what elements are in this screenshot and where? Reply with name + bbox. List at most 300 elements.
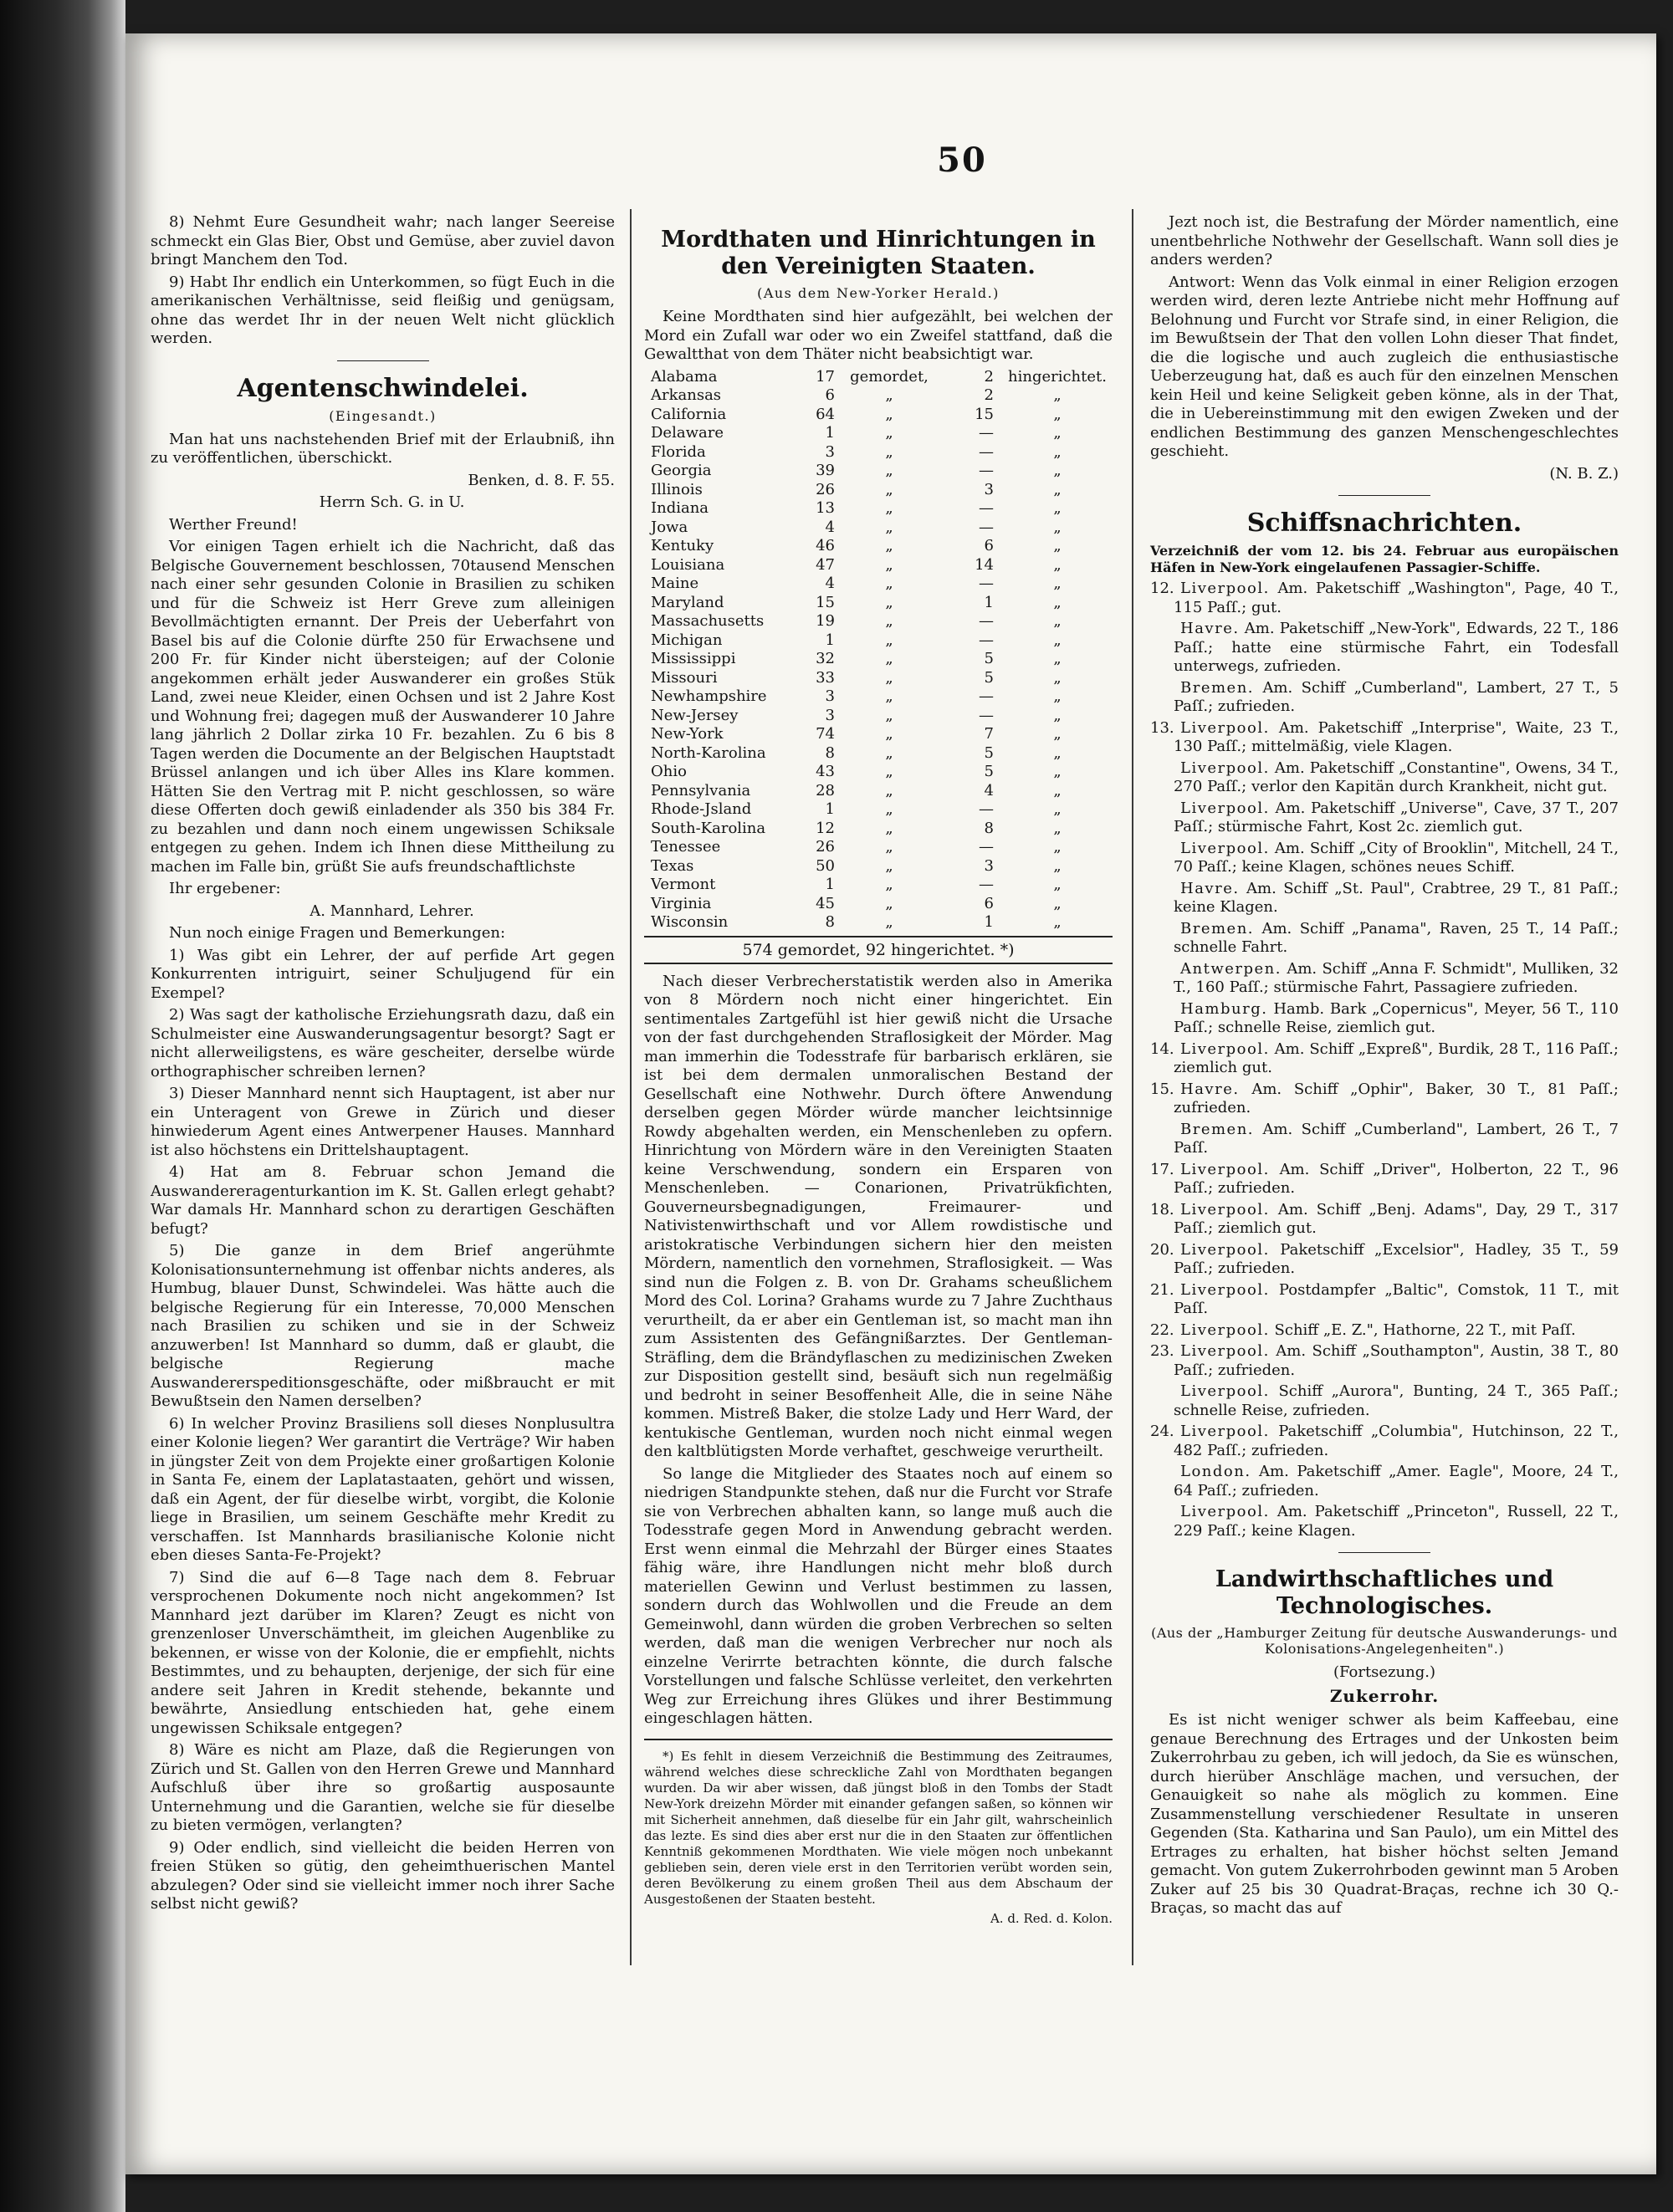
execution-label: „ xyxy=(1053,725,1062,743)
execution-count: 4 xyxy=(984,781,994,799)
ship-day: 17. xyxy=(1150,1160,1174,1178)
state-name: Louisiana xyxy=(651,555,725,574)
state-name: Mississippi xyxy=(651,650,736,667)
table-row xyxy=(644,763,1113,782)
letter-closing: Ihr ergebener: xyxy=(169,880,281,897)
murder-label: „ xyxy=(885,575,893,592)
execution-label: „ xyxy=(1053,593,1062,611)
state-name: California xyxy=(651,405,727,423)
murder-count: 3 xyxy=(825,442,835,461)
state-name: Illinois xyxy=(651,480,703,498)
state-name: Vermont xyxy=(651,876,716,893)
murder-count: 6 xyxy=(825,386,835,404)
execution-label: „ xyxy=(1053,894,1062,912)
table-row xyxy=(644,443,1113,462)
murder-label: „ xyxy=(885,612,893,630)
question-item: 6) In welcher Provinz Brasiliens soll dieses Nonplusultra einer Kolonie liegen? Wer garantirt die Verträge? Wir haben in jüngster Zeit von dem Projekte einer großartigen Kolonie in Santa Fe, einem der Laplatastaaten, gehört und wissen, daß ein Agent, der für dieselbe wirbt, vorgibt, die Kolonie liege in Brasilien, um seinem Geschäfte mehr Kredit zu verschaffen. Ist Mannhards brasilianische Kolonie nicht eben dieses Santa-Fe-Projekt? xyxy=(151,1414,615,1564)
ship-day: 18. xyxy=(1150,1200,1174,1218)
list-item xyxy=(1150,1080,1619,1118)
state-name: Tenessee xyxy=(651,838,721,856)
section-separator xyxy=(1338,1552,1430,1553)
execution-count: 5 xyxy=(984,763,994,780)
murder-label: „ xyxy=(885,424,893,442)
state-name: Missouri xyxy=(651,668,718,687)
letter-body: Vor einigen Tagen erhielt ich die Nachricht, daß das Belgische Gouvernement beschlossen, 70tausend Menschen nach einer sehr gesunden Colonie in Brasilien zu schiken und für die Schweiz ist Herr Greve zum alleinigen Bevollmächtigten ernannt. Der Preis der Ueberfahrt von Basel bis auf die Colonie dürfte 250 für Erwachsene und 200 Fr. für Kinder nicht übersteigen; auf der Colonie angekommen erhält jeder Auswanderer ein großes Stük Land, zwei neue Kleider, einen Ochsen und ist 2 Jahre Kost und Wohnung frei; dagegen muß der Auswanderer 10 Jahre lang jährlich 2 Dollar zirka 10 Fr. bezahlen. Zu 6 bis 8 Tagen werden die Documente an der Belgischen Hauptstadt Brüssel anlangen und ich über Alles ins Klare kommen. Hätten Sie den Vertrag mit P. nicht geschlossen, so wäre diese Offerten doch gewiß einladender als 350 bis 384 Fr. zu bezahlen und dann noch einem ungewissen Schiksale entgegen zu gehen. Indem ich Ihnen diese Mittheilung zu machen im Falle bin, grüßt Sie aufs freundschaftlichste xyxy=(151,538,615,876)
ship-day: 24. xyxy=(1150,1423,1174,1440)
murder-count: 4 xyxy=(825,518,835,536)
state-name: New-York xyxy=(651,725,724,743)
ships-subtitle: Verzeichniß der vom 12. bis 24. Februar aus europäischen Häfen in New-York eingelaufenen Passagier-Schiffe. xyxy=(1150,543,1619,575)
execution-count: — xyxy=(979,462,994,479)
ship-details: Am. Paketschiff „Constantine", Owens, 34 T., 270 Paſſ.; verlor den Kapitän durch Krankheit, nicht gut. xyxy=(1174,759,1619,795)
execution-count: 2 xyxy=(984,367,994,386)
ship-port: Hamburg. xyxy=(1180,999,1268,1018)
question-item: 5) Die ganze in dem Brief angerühmte Kolonisationsunternehmung ist offenbar nichts anderes, als Humbug, blauer Dunst, Schwindelei. Was hätte auch die belgische Regierung für ein Interesse, 70,000 Menschen nach Brasilien zu schiken und sie in der Schweiz anzuwerben! Ist Mannhard so dumm, daß er glaubt, die belgische Regierung mache Auswandererspeditionsgeschäfte, oder mißbraucht er mit Bewußtsein den Namen derselben? xyxy=(151,1242,615,1410)
agri-source: (Aus der „Hamburger Zeitung für deutsche Auswanderungs- und Kolonisations-Angelegenheiten".) xyxy=(1151,1625,1618,1657)
murder-label: „ xyxy=(885,763,893,780)
table-row xyxy=(644,462,1113,481)
article-title-agents: Agentenschwindelei. xyxy=(237,373,529,403)
execution-label: „ xyxy=(1053,575,1062,592)
list-item xyxy=(1150,620,1619,677)
ship-details: Am. Schiff „Anna F. Schmidt", Mulliken, 32 T., 160 Paſſ.; stürmische Fahrt, Passagiere zufrieden. xyxy=(1174,959,1619,996)
article-source: (Eingesandt.) xyxy=(329,407,437,424)
article-source: (Aus dem New-Yorker Herald.) xyxy=(757,285,1000,301)
murder-label: „ xyxy=(885,876,893,893)
state-name: Rhode-Jsland xyxy=(651,800,752,818)
murder-label: „ xyxy=(885,518,893,536)
ship-day: 22. xyxy=(1150,1321,1174,1339)
state-name: Maryland xyxy=(651,593,724,611)
murder-label: „ xyxy=(885,668,893,687)
state-name: North-Karolina xyxy=(651,743,766,762)
execution-label: „ xyxy=(1053,800,1062,818)
execution-count: 6 xyxy=(984,894,994,912)
ships-title: Schiffsnachrichten. xyxy=(1246,508,1522,538)
state-name: Jowa xyxy=(651,518,688,536)
list-item xyxy=(1150,580,1619,617)
murder-count: 1 xyxy=(825,800,835,818)
table-row xyxy=(644,594,1113,613)
column-rule-right xyxy=(1132,209,1133,1965)
murder-count: 39 xyxy=(816,462,835,479)
execution-count: — xyxy=(979,838,994,856)
letter-place-date: Benken, d. 8. F. 55. xyxy=(468,471,615,489)
table-row xyxy=(644,612,1113,631)
murder-label: „ xyxy=(885,480,893,498)
murder-count: 47 xyxy=(816,555,835,574)
state-name: Arkansas xyxy=(651,386,722,404)
ship-details: Am. Schiff „Cumberland", Lambert, 26 T., 7 Paſſ. xyxy=(1174,1120,1619,1157)
article-title-murders: Mordthaten und Hinrichtungen in den Vereinigten Staaten. xyxy=(661,227,1096,279)
ship-details: Am. Paketschiff „Washington", Page, 40 T., 115 Paſſ.; gut. xyxy=(1174,580,1619,616)
letter-signature: A. Mannhard, Lehrer. xyxy=(310,902,474,920)
list-item xyxy=(1150,1121,1619,1158)
murder-label: „ xyxy=(885,743,893,762)
execution-count: — xyxy=(979,687,994,705)
question-item: 7) Sind die auf 6—8 Tage nach dem 8. Februar versprochenen Dokumente noch nicht angekommen? Ist Mannhard jezt darüber im Klaren? Zeugt es nicht von grenzenloser Unverschämtheit, im gleichen Augenblike zu bekennen, er wisse von der Kolonie, die er empfiehlt, nichts Bestimmtes, und zu behaupten, derjenige, der sich für eine andere seit Jahren in Kredit stehende, bekannte und bewährte, Ansiedlung entschieden hat, gehe einem ungewissen Schiksale entgegen? xyxy=(151,1568,615,1737)
state-name: Newhampshire xyxy=(651,687,767,705)
execution-count: 14 xyxy=(975,555,994,574)
ship-port: Liverpool. xyxy=(1180,799,1270,817)
ship-port: Liverpool. xyxy=(1180,1240,1270,1259)
murder-label: „ xyxy=(885,555,893,574)
murder-count: 4 xyxy=(825,575,835,592)
article-intro: Man hat uns nachstehenden Brief mit der Erlaubniß, ihn zu veröffentlichen, überschickt. xyxy=(151,430,615,467)
ship-details: Am. Paketschiff „Interprise", Waite, 23 T., 130 Paſſ.; mittelmäßig, viele Klagen. xyxy=(1174,718,1619,755)
ship-details: Am. Schiff „Benj. Adams", Day, 29 T., 317 Paſſ.; ziemlich gut. xyxy=(1174,1200,1619,1237)
ship-details: Am. Schiff „Southampton", Austin, 38 T., 80 Paſſ.; zufrieden. xyxy=(1174,1342,1619,1379)
list-item xyxy=(1150,1463,1619,1500)
article-body: So lange die Mitglieder des Staates noch auf einem so niedrigen Standpunkte stehen, daß nur die Furcht vor Strafe sie von Verbrechen abhalten kann, so lange muß auch die Todesstrafe gegen Mord in Anwendung gebracht werden. Erst wenn einmal die Mehrzahl der Bürger eines Staates fähig wäre, ihre Handlungen nicht mehr bloß durch materiellen Gewinn und Verlust bestimmen zu lassen, sondern durch das Wohlwollen und die Freude an dem Gemeinwohl, dann würden die groben Verbrechen so selten werden, daß man die wenigen Verbrecher nur noch als einzelne Verirrte betrachten könnte, die durch falsche Vorstellungen und falsche Schlüsse verleitet, den verkehrten Weg zur Erreichung ihres Glükes und ihrer Bestimmung eingeschlagen hätten. xyxy=(644,1464,1113,1727)
ship-port: Liverpool. xyxy=(1180,718,1270,737)
state-name: Indiana xyxy=(651,499,709,517)
agri-subhead: Zukerrohr. xyxy=(1329,1686,1440,1706)
footnote xyxy=(644,1749,1113,1927)
table-row xyxy=(644,800,1113,820)
column-rule-left xyxy=(630,209,632,1965)
table-row xyxy=(644,744,1113,764)
table-row xyxy=(644,556,1113,575)
execution-label: hingerichtet. xyxy=(1008,367,1107,386)
questions-intro: Nun noch einige Fragen und Bemerkungen: xyxy=(169,924,506,942)
murder-label: „ xyxy=(885,687,893,705)
execution-label: „ xyxy=(1053,706,1062,724)
question-item: 2) Was sagt der katholische Erziehungsrath dazu, daß ein Schulmeister eine Auswanderungsagentur besorgt? Sagt er nicht allerweiligstens, es wäre gescheiter, derselbe würde orthographischer schreiben lernen? xyxy=(151,1006,615,1080)
state-name: Texas xyxy=(651,856,694,875)
state-name: Virginia xyxy=(651,894,712,912)
footnote-text: *) Es fehlt in diesem Verzeichniß die Bestimmung des Zeitraumes, während welches diese schreckliche Zahl von Mordthaten begangen wurden. Da wir aber wissen, daß jüngst bloß in den Tombs der Stadt New-York dreizehn Mörder mit einander gefangen saßen, so können wir mit Sicherheit annehmen, daß dieselbe für ein Jahr gilt, wahrscheinlich das lezte. Es sind dies aber erst nur die in den Staaten zur öffentlichen Kenntniß gekommenen Mordthaten. Wie viele mögen noch unbekannt geblieben sein, deren viele erst in den Territorien verübt worden sein, deren Bevölkerung zu einem großen Theil aus dem Abschaum der Ausgestoßenen der Staaten besteht. xyxy=(644,1748,1113,1907)
question-item: 1) Was gibt ein Lehrer, der auf perfide Art gegen Konkurrenten intriguirt, seiner Schuljugend für ein Exempel? xyxy=(151,946,615,1002)
murder-count: 1 xyxy=(825,424,835,442)
state-name: Pennsylvania xyxy=(651,781,751,799)
ship-details: Am. Schiff „Driver", Holberton, 22 T., 96 Paſſ.; zufrieden. xyxy=(1174,1160,1619,1197)
ship-details: Hamb. Bark „Copernicus", Meyer, 56 T., 110 Paſſ.; schnelle Reise, ziemlich gut. xyxy=(1174,999,1619,1036)
table-row xyxy=(644,631,1113,651)
ships-list xyxy=(1150,580,1619,1540)
question-item: 3) Dieser Mannhard nennt sich Hauptagent, ist aber nur ein Unteragent von Grewe in Zürich und dieser hinwiederum Agent eines Antwerpener Hauses. Mannhard ist also höchstens ein Drittelshauptagent. xyxy=(151,1085,615,1159)
table-row xyxy=(644,707,1113,726)
murder-label: „ xyxy=(885,894,893,912)
table-row xyxy=(644,669,1113,688)
table-row xyxy=(644,782,1113,801)
murder-label: „ xyxy=(885,593,893,611)
murder-count: 26 xyxy=(816,838,835,856)
execution-count: 2 xyxy=(984,386,994,404)
article-continuation: Antwort: Wenn das Volk einmal in einer Religion erzogen werden wird, deren lezte Antriebe nicht mehr Hoffnung auf Belohnung und Furcht vor Strafe sind, in einer Religion, die im Bewußtsein der That den vollen Lohn dieser That findet, die die logische und auch zugleich die enthusiastische Ueberzeugung hat, daß es auch für den einzelnen Menschen kein Heil und keine Seligkeit geben könne, als in der That, die in Uebereinstimmung mit den ewigen Zweken und der endlichen Bestimmung des ganzen Menschengeschlechtes geschieht. xyxy=(1150,273,1619,460)
ship-port: Liverpool. xyxy=(1180,1423,1270,1440)
state-name: Alabama xyxy=(651,367,718,386)
ship-details: Am. Schiff „City of Brooklin", Mitchell, 24 T., 70 Paſſ.; keine Klagen, schönes neues Schiff. xyxy=(1174,839,1619,876)
table-row xyxy=(644,368,1113,387)
execution-count: — xyxy=(979,518,994,536)
execution-label: „ xyxy=(1053,856,1062,875)
execution-count: — xyxy=(979,575,994,592)
ship-port: Liverpool. xyxy=(1180,580,1270,597)
murder-statistics-table xyxy=(644,368,1113,932)
ship-port: Bremen. xyxy=(1180,1120,1255,1138)
execution-label: „ xyxy=(1053,499,1062,517)
murder-label: „ xyxy=(885,499,893,517)
execution-label: „ xyxy=(1053,650,1062,667)
state-name: South-Karolina xyxy=(651,819,766,837)
murder-label: „ xyxy=(885,386,893,404)
table-row xyxy=(644,537,1113,556)
execution-count: — xyxy=(979,442,994,461)
ship-port: Liverpool. xyxy=(1180,759,1270,777)
table-row xyxy=(644,519,1113,538)
ship-details: Am. Paketschiff „Universe", Cave, 37 T., 207 Paſſ.; stürmische Fahrt, Kost 2c. ziemlich gut. xyxy=(1174,799,1619,835)
execution-count: 8 xyxy=(984,819,994,837)
book-spine xyxy=(0,0,125,2212)
article-continuation: Jezt noch ist, die Bestrafung der Mörder namentlich, eine unentbehrliche Nothwehr der Gesellschaft. Wann soll dies je anders werden? xyxy=(1150,213,1619,268)
murder-label: „ xyxy=(885,800,893,818)
ship-details: Am. Paketschiff „Princeton", Russell, 22 T., 229 Paſſ.; keine Klagen. xyxy=(1174,1503,1619,1540)
article-body: Nach dieser Verbrecherstatistik werden also in Amerika von 8 Mördern noch nicht einer hingerichtet. Ein sentimentales Zartgefühl ist hier gewiß nicht die Ursache von der fast durchgehenden Straflosigkeit der Mörder. Mag man immerhin die Todesstrafe für barbarisch erklären, sie ist bei dem dermalen unmoralischen Bestand der Gesellschaft eine Nothwehr. Durch öftere Anwendung derselben gegen Mörder würde mancher leichtsinnige Rowdy abgehalten werden, ein Menschenleben zu opfern. Hinrichtung von Mördern wäre in den Vereinigten Staaten keine Verschwendung, sondern ein Ersparen von Menschenleben. — Conarionen, Privatrükfichten, Gouverneursbegnadigungen, Freimaurer- und Nativistenwirthschaft und vor Allem rowdistische und aristokratische Verbindungen sichern hier den meisten Mördern, namentlich den vornehmen, Straflosigkeit. — Was sind nun die Folgen z. B. von Dr. Grahams scheußlichem Mord des Col. Lorina? Grahams wurde zu 7 Jahre Zuchthaus verurtheilt, da er aber ein Gentleman ist, so macht man ihn zum Assistenten des Gefängnißarztes. Der Gentleman-Sträfling, dem die Brändyflaschen zu medizinischen Zweken zur Disposition gestellt sind, besäuft sich nun regelmäßig und bedroht in seiner Besoffenheit Alle, die in seine Nähe kommen. Mistreß Baker, die stolze Lady und Herr Ward, der kentukische Gentleman, wurden noch nicht einmal wegen den kaltblütigsten Morde verhaftet, geschweige verurtheilt. xyxy=(644,972,1113,1460)
murder-label: „ xyxy=(885,537,893,554)
list-item xyxy=(1150,759,1619,797)
table-row xyxy=(644,481,1113,500)
ship-port: Liverpool. xyxy=(1180,839,1270,857)
ship-port: Antwerpen. xyxy=(1180,959,1282,978)
execution-label: „ xyxy=(1053,631,1062,649)
table-row xyxy=(644,687,1113,707)
execution-count: 15 xyxy=(975,405,994,423)
list-item xyxy=(1150,1382,1619,1420)
table-row xyxy=(644,876,1113,895)
table-row xyxy=(644,725,1113,744)
ship-details: Schiff „Aurora", Bunting, 24 T., 365 Paſſ.; schnelle Reise, zufrieden. xyxy=(1174,1382,1619,1419)
state-name: New-Jersey xyxy=(651,706,739,724)
murder-count: 33 xyxy=(816,668,835,687)
murder-count: 13 xyxy=(816,499,835,517)
list-item xyxy=(1150,679,1619,717)
execution-label: „ xyxy=(1053,518,1062,536)
ship-port: London. xyxy=(1180,1463,1251,1480)
murder-count: 3 xyxy=(825,687,835,705)
execution-count: 1 xyxy=(984,913,994,931)
execution-count: — xyxy=(979,631,994,649)
murder-count: 8 xyxy=(825,743,835,762)
murder-count: 50 xyxy=(816,856,835,875)
execution-label: „ xyxy=(1053,913,1062,931)
section-separator xyxy=(1338,495,1430,496)
execution-count: 7 xyxy=(984,725,994,743)
ship-details: Am. Schiff „St. Paul", Crabtree, 29 T., 81 Paſſ.; keine Klagen. xyxy=(1174,879,1619,916)
table-row xyxy=(644,386,1113,406)
murder-label: „ xyxy=(885,781,893,799)
list-item xyxy=(1150,719,1619,757)
table-row xyxy=(644,820,1113,839)
ship-port: Liverpool. xyxy=(1180,1342,1270,1360)
state-name: Florida xyxy=(651,442,706,461)
list-item xyxy=(1150,1281,1619,1319)
murder-label: gemordet, xyxy=(850,367,929,386)
murder-count: 19 xyxy=(816,612,835,630)
execution-count: 3 xyxy=(984,856,994,875)
table-row xyxy=(644,838,1113,857)
execution-count: — xyxy=(979,876,994,893)
murder-count: 45 xyxy=(816,894,835,912)
ship-details: Postdampfer „Baltic", Comstok, 11 T., mit Paſſ. xyxy=(1174,1280,1619,1317)
murder-count: 17 xyxy=(816,367,835,386)
ship-port: Liverpool. xyxy=(1180,1040,1270,1058)
ship-details: Paketschiff „Columbia", Hutchinson, 22 T., 482 Paſſ.; zufrieden. xyxy=(1174,1423,1619,1459)
list-item xyxy=(1150,920,1619,958)
execution-label: „ xyxy=(1053,386,1062,404)
murder-count: 43 xyxy=(816,763,835,780)
execution-count: 5 xyxy=(984,743,994,762)
state-name: Ohio xyxy=(651,763,687,780)
advice-paragraph: 9) Habt Ihr endlich ein Unterkommen, so fügt Euch in die amerikanischen Verhältnisse, seid fleißig und genügsam, ohne das werdet Ihr in der neuen Welt nicht glücklich werden. xyxy=(151,273,615,347)
murder-label: „ xyxy=(885,650,893,667)
table-row xyxy=(644,895,1113,914)
execution-count: — xyxy=(979,800,994,818)
ship-details: Am. Schiff „Ophir", Baker, 30 T., 81 Paſſ.; zufrieden. xyxy=(1174,1080,1619,1116)
ship-details: Am. Schiff „Cumberland", Lambert, 27 T., 5 Paſſ.; zufrieden. xyxy=(1174,678,1619,715)
execution-count: — xyxy=(979,612,994,630)
question-item: 4) Hat am 8. Februar schon Jemand die Auswandereragenturkantion im K. St. Gallen erlegt gehabt? War damals Hr. Mannhard schon zu derartigen Geschäften befugt? xyxy=(151,1163,615,1238)
column-right xyxy=(1150,213,1619,1922)
agri-continuation: (Fortsezung.) xyxy=(1333,1663,1436,1681)
list-item xyxy=(1150,1503,1619,1540)
list-item xyxy=(1150,840,1619,877)
table-row xyxy=(644,424,1113,443)
execution-label: „ xyxy=(1053,462,1062,479)
ship-day: 21. xyxy=(1150,1280,1174,1299)
state-name: Michigan xyxy=(651,631,723,649)
ship-port: Liverpool. xyxy=(1180,1503,1270,1520)
murder-label: „ xyxy=(885,631,893,649)
table-row xyxy=(644,499,1113,519)
list-item xyxy=(1150,880,1619,917)
execution-count: 1 xyxy=(984,593,994,611)
list-item xyxy=(1150,1321,1619,1341)
ship-port: Bremen. xyxy=(1180,919,1255,937)
question-item: 9) Oder endlich, sind vielleicht die beiden Herren von freien Stüken so gütig, den geheimthuerischen Mantel abzulegen? Oder sind sie vielleicht immer noch ihrer Sache selbst nicht gewiß? xyxy=(151,1838,615,1913)
list-item xyxy=(1150,1241,1619,1279)
footnote-signature: A. d. Red. d. Kolon. xyxy=(990,1910,1113,1926)
table-row xyxy=(644,575,1113,594)
ship-details: Am. Schiff „Expreß", Burdik, 28 T., 116 Paſſ.; ziemlich gut. xyxy=(1174,1040,1619,1076)
execution-label: „ xyxy=(1053,781,1062,799)
ship-port: Liverpool. xyxy=(1180,1382,1270,1400)
execution-label: „ xyxy=(1053,743,1062,762)
ship-port: Bremen. xyxy=(1180,678,1255,697)
ship-port: Havre. xyxy=(1180,879,1240,897)
list-item xyxy=(1150,960,1619,998)
ship-port: Liverpool. xyxy=(1180,1321,1270,1339)
state-name: Wisconsin xyxy=(651,913,729,931)
execution-label: „ xyxy=(1053,763,1062,780)
murder-label: „ xyxy=(885,819,893,837)
ship-day: 15. xyxy=(1150,1080,1174,1098)
footnote-separator xyxy=(644,1739,1113,1740)
execution-label: „ xyxy=(1053,424,1062,442)
state-name: Delaware xyxy=(651,424,724,442)
murder-label: „ xyxy=(885,405,893,423)
list-item xyxy=(1150,1342,1619,1380)
question-item: 8) Wäre es nicht am Plaze, daß die Regierungen von Zürich und St. Gallen von den Herren Grewe und Mannhard Aufschluß über ihre so großartig ausposaunte Unternehmung und die Garantien, welche sie für dieselbe zu bieten vermögen, verlangten? xyxy=(151,1741,615,1834)
murder-count: 28 xyxy=(816,781,835,799)
ship-details: Am. Schiff „Panama", Raven, 25 T., 14 Paſſ.; schnelle Fahrt. xyxy=(1174,919,1619,956)
ship-day: 20. xyxy=(1150,1240,1174,1259)
execution-count: 3 xyxy=(984,480,994,498)
ship-details: Schiff „E. Z.", Hathorne, 22 T., mit Paſſ. xyxy=(1274,1321,1576,1339)
ship-day: 12. xyxy=(1150,580,1174,597)
section-separator xyxy=(337,360,429,361)
murder-count: 1 xyxy=(825,876,835,893)
murder-count: 32 xyxy=(816,650,835,667)
ship-details: Am. Paketschiff „Amer. Eagle", Moore, 24 T., 64 Paſſ.; zufrieden. xyxy=(1174,1463,1619,1499)
table-row xyxy=(644,857,1113,876)
murder-label: „ xyxy=(885,442,893,461)
execution-label: „ xyxy=(1053,405,1062,423)
page-number: 50 xyxy=(937,140,987,180)
column-left xyxy=(151,213,615,1918)
list-item xyxy=(1150,1201,1619,1239)
murder-label: „ xyxy=(885,856,893,875)
murder-count: 74 xyxy=(816,725,835,743)
execution-count: — xyxy=(979,424,994,442)
execution-label: „ xyxy=(1053,537,1062,554)
murder-count: 8 xyxy=(825,913,835,931)
letter-salutation: Werther Freund! xyxy=(169,515,298,534)
article-signature: (N. B. Z.) xyxy=(1549,464,1619,483)
letter-addressee: Herrn Sch. G. in U. xyxy=(319,493,465,511)
list-item xyxy=(1150,1161,1619,1198)
column-middle xyxy=(644,213,1113,1930)
article-intro: Keine Mordthaten sind hier aufgezählt, bei welchen der Mord ein Zufall war oder wo ein Zweifel stattfand, daß die Gewaltthat von dem Thäter nicht beabsichtigt war. xyxy=(644,308,1113,363)
murder-count: 15 xyxy=(816,593,835,611)
murder-count: 64 xyxy=(816,405,835,423)
table-row xyxy=(644,406,1113,425)
agri-body: Es ist nicht weniger schwer als beim Kaffeebau, eine genaue Berechnung des Ertrages und der Unkosten beim Zukerrohrbau zu geben, ich will jedoch, da Sie es wünschen, durch hierüber Anschläge machen, und versuchen, der Genauigkeit so nahe als möglich zu kommen. Eine Zusammenstellung verschiedener Resultate in unseren Gegenden (Sta. Katharina und San Paulo), um ein Mittel des Ertrages zu erhalten, hat bisher höchst selten Jemand gemacht. Von gutem Zukerrohrboden gewinnt man 5 Aroben Zuker auf 25 bis 30 Quadrat-Braças, rechne ich 30 Q.-Braças, so macht das auf xyxy=(1150,1711,1619,1917)
list-item xyxy=(1150,1423,1619,1460)
execution-count: 5 xyxy=(984,668,994,687)
state-name: Massachusetts xyxy=(651,612,765,630)
advice-paragraph: 8) Nehmt Eure Gesundheit wahr; nach langer Seereise schmeckt ein Glas Bier, Obst und Gemüse, aber zuviel davon bringt Manchem den Tod. xyxy=(151,213,615,268)
execution-count: 6 xyxy=(984,537,994,554)
execution-label: „ xyxy=(1053,612,1062,630)
murder-count: 26 xyxy=(816,480,835,498)
execution-label: „ xyxy=(1053,687,1062,705)
execution-label: „ xyxy=(1053,480,1062,498)
execution-label: „ xyxy=(1053,555,1062,574)
table-row xyxy=(644,650,1113,669)
execution-label: „ xyxy=(1053,876,1062,893)
ship-port: Liverpool. xyxy=(1180,1160,1270,1178)
murder-count: 12 xyxy=(816,819,835,837)
murder-count: 46 xyxy=(816,537,835,554)
murder-count: 1 xyxy=(825,631,835,649)
murder-label: „ xyxy=(885,462,893,479)
ship-port: Liverpool. xyxy=(1180,1200,1270,1218)
newspaper-page xyxy=(125,33,1656,2174)
execution-count: 5 xyxy=(984,650,994,667)
execution-label: „ xyxy=(1053,819,1062,837)
murder-count: 3 xyxy=(825,706,835,724)
murder-label: „ xyxy=(885,913,893,931)
execution-count: — xyxy=(979,706,994,724)
execution-label: „ xyxy=(1053,838,1062,856)
ship-day: 13. xyxy=(1150,718,1174,737)
ship-details: Paketschiff „Excelsior", Hadley, 35 T., 59 Paſſ.; zufrieden. xyxy=(1174,1240,1619,1277)
ship-details: Am. Paketschiff „New-York", Edwards, 22 T., 186 Paſſ.; hatte eine stürmische Fahrt, ein Todesfall unterwegs, zufrieden. xyxy=(1174,620,1619,675)
state-name: Georgia xyxy=(651,462,712,479)
execution-label: „ xyxy=(1053,442,1062,461)
murder-label: „ xyxy=(885,725,893,743)
